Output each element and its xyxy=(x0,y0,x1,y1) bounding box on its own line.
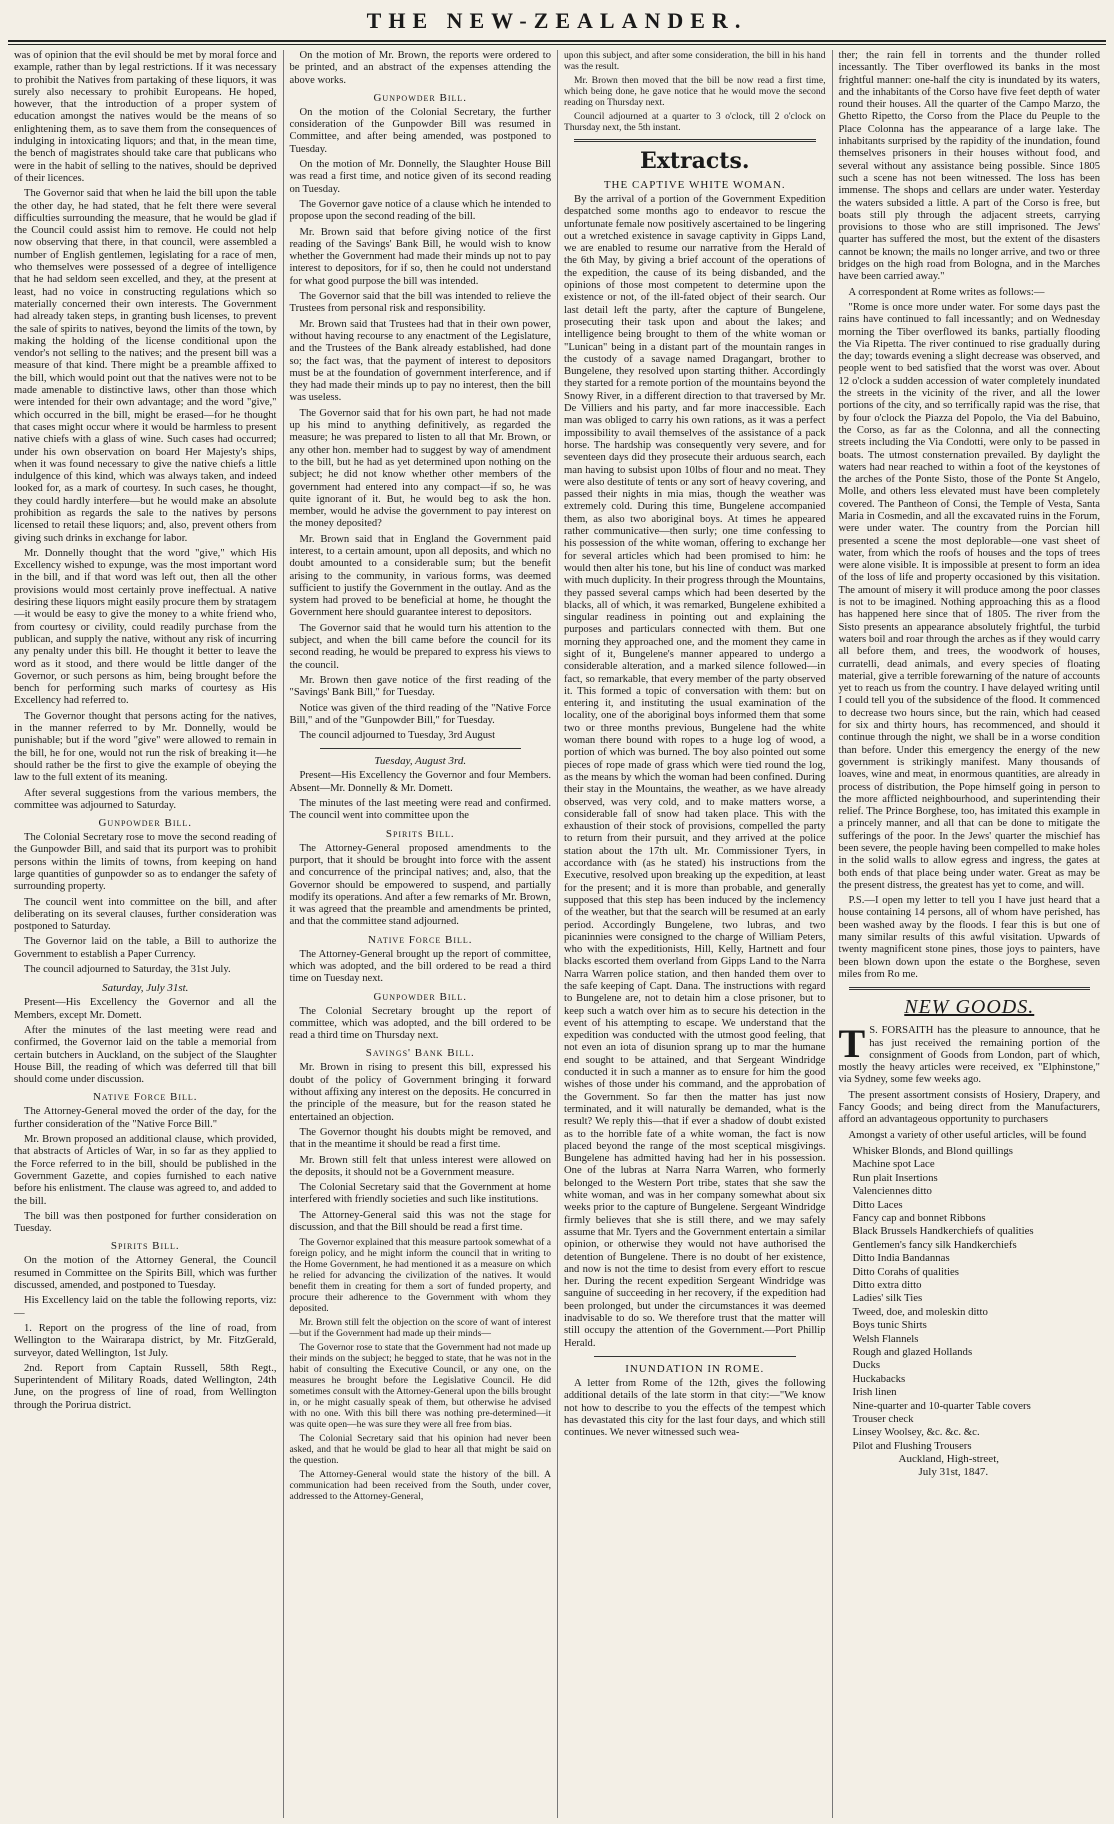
paragraph: Council adjourned at a quarter to 3 o'clock, till 2 o'clock on Thursday next, the 5th instant. xyxy=(564,111,826,133)
goods-item: Huckabacks xyxy=(852,1372,906,1385)
paragraph: The Governor thought his doubts might be removed, and that in the meantime it should be read a first time. xyxy=(289,1126,551,1151)
goods-item: Boys tunic Shirts xyxy=(852,1319,927,1332)
paragraph: The council adjourned to Saturday, the 31st July. xyxy=(24,964,231,976)
section-heading: Spirits Bill. xyxy=(385,827,455,840)
divider xyxy=(849,987,1091,990)
section-heading: Savings' Bank Bill. xyxy=(365,1047,475,1060)
section-heading: Native Force Bill. xyxy=(367,933,473,946)
goods-item: Welsh Flannels xyxy=(852,1332,919,1345)
goods-item: Ladies' silk Ties xyxy=(852,1292,923,1305)
paragraph: The Governor thought that persons acting for the natives, in the manner referred to by Mr. Donnelly, would be punishable; but if the word "give" were allowed to remain in the bill, he for one, would not run the risk of breaking it—he should rather be the first to give the example of obeying the law to the full extent of its meaning. xyxy=(14,710,277,784)
paragraph: Notice was given of the third reading of the "Native Force Bill," and of the "Gunpowder Bill," for Tuesday. xyxy=(289,702,551,726)
paragraph: was of opinion that the evil should be met by moral force and example, rather than by legal restrictions. If it was necessary to prohibit the Natives from partaking of these liquors, it was surely also necessary to prohibit Europeans. He hoped, however, that the introduction of a proper system of education amongst the natives would be the means of so enlightening them, as to save them from the consequences of indulging in intoxicating liquors; and that, in the mean time, the bench of magistrates should take care that publicans who were in the habit of selling to the natives, should be deprived of their licences. xyxy=(14,50,277,184)
goods-item: Ducks xyxy=(852,1359,881,1372)
paragraph: The bill was then postponed for further consideration on Tuesday. xyxy=(14,1210,277,1235)
paragraph: The Attorney-General would state the history of the bill. A communication had been received from the South, under cover, addressed to the Attorney-General, xyxy=(289,1469,551,1503)
paragraph: The Attorney-General said this was not the stage for discussion, and that the Bill should be read a first time. xyxy=(289,1209,551,1234)
paragraph: The Governor explained that this measure partook somewhat of a foreign policy, and he might inform the council that in writing to the Home Government, he had mentioned it as a measure on which he relied for advancing the civilization of the natives. It would benefit them in creating for them a sort of funded property, and procure their adherence to the Government with whom they deposited. xyxy=(289,1237,551,1315)
goods-item: Ditto Corahs of qualities xyxy=(852,1265,959,1278)
paragraph: The council went into committee on the bill, and after deliberating on its several clauses, further consideration was postponed to Saturday. xyxy=(14,896,277,933)
goods-item: Nine-quarter and 10-quarter Table covers xyxy=(852,1399,1031,1412)
divider xyxy=(574,139,816,142)
goods-item: Ditto India Bandannas xyxy=(852,1252,950,1265)
advertisement-title: NEW GOODS. xyxy=(904,996,1035,1019)
paragraph: Mr. Brown in rising to present this bill, expressed his doubt of the policy of Government bringing it forward without affixing any interest on the deposits. He concurred in the principle of the measure, but for the reason stated he entertained an objection. xyxy=(289,1062,551,1123)
paragraph: The Colonial Secretary brought up the report of committee, which was adopted, and the bill ordered to be read a third time on Thursday next. xyxy=(289,1005,551,1042)
goods-item: Gentlemen's fancy silk Handkerchiefs xyxy=(852,1238,1017,1251)
goods-item: Machine spot Lace xyxy=(852,1158,935,1171)
section-heading: Gunpowder Bill. xyxy=(98,817,193,830)
divider xyxy=(320,748,522,749)
masthead-title: THE NEW-ZEALANDER. xyxy=(366,8,748,33)
paragraph: Mr. Brown still felt that unless interest were allowed on the deposits, it should not be a Government measure. xyxy=(289,1154,551,1178)
divider xyxy=(594,1356,796,1357)
paragraph: The Colonial Secretary rose to move the second reading of the Gunpowder Bill, and said that its purport was to prohibit persons within the limits of towns, from keeping on hand large quantities of gunpowder so as to endanger the safety of surrounding property. xyxy=(14,832,277,893)
goods-item: Run plait Insertions xyxy=(852,1171,938,1184)
paragraph: Mr. Brown proposed an additional clause, which provided, that abstracts of Articles of War, in so far as they applied to the Force referred to in the bill, should be published in the Government Gazette, and copies furnished to each native before his enlistment. The clause was agreed to, and added to the bill. xyxy=(14,1134,277,1207)
paragraph: P.S.—I open my letter to tell you I have just heard that a house containing 14 persons, all of whom have perished, has been washed away by the floods. I fear this is but one of many similar results of this awful visitation. Upwards of twenty magnificent stone pines, those joys to painters, have been blown down upon the estate o the Borghese, seven miles from Ro me. xyxy=(838,895,1100,980)
report-item: 1. Report on the progress of the line of road, from Wellington to the Wairarapa district, by Mr. FitzGerald, surveyor, dated Wellington, 1st July. xyxy=(14,1322,277,1359)
paragraph: The Colonial Secretary said that his opinion had never been asked, and that he would be glad to hear all that might be said on the question. xyxy=(289,1433,551,1467)
goods-item: Fancy cap and bonnet Ribbons xyxy=(852,1211,986,1224)
paragraph: The Governor laid on the table, a Bill to authorize the Government to establish a Paper Currency. xyxy=(14,936,277,960)
goods-item: Ditto extra ditto xyxy=(852,1279,922,1291)
paragraph: Mr. Brown still felt the objection on the score of want of interest—but if the Government had made up their minds— xyxy=(289,1317,551,1340)
section-heading: Gunpowder Bill. xyxy=(373,990,468,1003)
goods-item: Linsey Woolsey, &c. &c. &c. xyxy=(852,1426,980,1439)
paragraph: The Governor rose to state that the Government had not made up their minds on the subject; he begged to state, that he was not in the habit of consulting the Executive Council, or any one, on the measures he brought before the Legislative Council. He did sometimes consult with the Attorney-General upon the bills brought in, or he might casually speak of them, but otherwise he advised with no one. With this bill there was nothing pre-determined—it was quite open—he was sure they were all free from bias. xyxy=(289,1342,551,1431)
dateline: Saturday, July 31st. xyxy=(102,982,189,995)
column-3 xyxy=(557,50,832,1818)
report-item: 2nd. Report from Captain Russell, 58th Regt., Superintendent of Military Roads, dated Wellington, 24th June, on the progress of line of road, from Wellington through the Porirua district. xyxy=(14,1362,277,1411)
column-2 xyxy=(283,50,558,1818)
paragraph: upon this subject, and after some consideration, the bill in his hand was the result. xyxy=(564,50,826,72)
paragraph: ther; the rain fell in torrents and the thunder rolled incessantly. The Tiber overflowed its banks in the most frightful manner: one-half the city is inundated by its waters, and the inhabitants of the Corso have five feet depth of water round their houses. All the quarter of the Campo Marzo, the Ghetto Ripetto, the Corso from the Place du Peuple to the Place Colonna has the appearance of a large lake. The inhabitants surprised by the rapidity of the inundation, found themselves prisoners in their houses without food, and several without any assistance being possible. Since 1805 such a scene has not been witnessed. The loss has been immense. The shops and cellars are under water. Yesterday the waters subsided a little. A part of the Corso is free, but boats still ply through the adjacent streets, carrying provisions to those who are still imprisoned. The Jews' quarter has suffered the most, but the extent of the disasters cannot be known; the mails no longer arrive, and two or three bridges on the high road from Bologna, and in the Marches have been carried away." xyxy=(838,50,1100,283)
goods-item: Pilot and Flushing Trousers xyxy=(852,1439,972,1452)
paragraph: On the motion of the Attorney General, the Council resumed in Committee on the Spirits Bill, which was further discussed, amended, and postponed to Tuesday. xyxy=(14,1255,277,1292)
paragraph: The Governor gave notice of a clause which he intended to propose upon the second reading of the bill. xyxy=(289,198,551,223)
paragraph: After several suggestions from the various members, the committee was adjourned to Saturday. xyxy=(14,787,277,811)
paragraph: On the motion of the Colonial Secretary, the further consideration of the Gunpowder Bill was resumed in Committee, and after being amended, was postponed to Tuesday. xyxy=(289,106,551,155)
advertisement-intro xyxy=(838,1021,1101,1086)
article-body: A letter from Rome of the 12th, gives the following additional details of the late storm in that city:—"We know not how to describe to you the effects of the tempest which has devastated this city for the last four days, and which still continues. We never witnessed such wea- xyxy=(564,1377,826,1439)
paragraph: The minutes of the last meeting were read and confirmed. The council went into committee upon the xyxy=(289,798,551,822)
article-title: INUNDATION IN ROME. xyxy=(625,1362,765,1375)
section-title-extracts: Extracts. xyxy=(640,148,750,174)
paragraph: Present—His Excellency the Governor and four Members. Absent—Mr. Donnelly & Mr. Domett. xyxy=(289,770,551,794)
section-heading: Native Force Bill. xyxy=(92,1091,198,1104)
paragraph: Mr. Brown said that Trustees had that in their own power, without having recourse to any enactment of the Legislature, and the Trustees of the Bank already established, had done so; the fact was, that the payment of interest to depositors must be at the foundation of government interference, and if they had made their minds up to pay no interest, then the bill was useless. xyxy=(289,318,551,404)
article-title: THE CAPTIVE WHITE WOMAN. xyxy=(603,179,786,191)
paragraph: The Governor said that for his own part, he had not made up his mind to anything definitively, as regarded the measure; he was prepared to listen to all that Mr. Brown, or any other hon. member had to suggest by way of amendment to the bill, but he had as yet determined upon nothing on the subject; he did not know whether other members of the government had entered into any compact—if so, he was quite ignorant of it. But, he would beg to ask the hon. member, would he advise the government to pay interest on the money deposited? xyxy=(289,407,551,530)
paragraph: Present—His Excellency the Governor and all the Members, except Mr. Domett. xyxy=(14,997,277,1021)
column-1 xyxy=(8,50,283,1818)
paragraph: Mr. Brown then moved that the bill be now read a first time, which being done, he gave notice that he would move the second reading on Thursday next. xyxy=(564,75,826,108)
paragraph: The present assortment consists of Hosiery, Drapery, and Fancy Goods; and being direct from the Manufacturers, afford an advantageous opportunity to purchasers xyxy=(838,1089,1100,1126)
drop-cap: T xyxy=(838,1021,866,1067)
paragraph: A correspondent at Rome writes as follows:— xyxy=(848,286,1045,298)
dateline: Tuesday, August 3rd. xyxy=(374,755,467,768)
paragraph: The council adjourned to Tuesday, 3rd August xyxy=(299,730,496,742)
goods-item: Irish linen xyxy=(852,1386,897,1399)
paragraph: On the motion of Mr. Brown, the reports were ordered to be printed, and an abstract of the expenses attending the above works. xyxy=(289,50,551,86)
paragraph: Amongst a variety of other useful articles, will be found xyxy=(848,1129,1087,1141)
goods-list xyxy=(839,1145,1101,1453)
paragraph: The Attorney-General moved the order of the day, for the further consideration of the "Native Force Bill." xyxy=(14,1106,277,1130)
advertisement-date: July 31st, 1847. xyxy=(918,1466,989,1479)
column-4 xyxy=(832,50,1107,1818)
columns xyxy=(8,50,1106,1818)
advertisement-address: Auckland, High-street, xyxy=(898,1453,999,1466)
paragraph: "Rome is once more under water. For some days past the rains have continued to fall incessantly; and on Wednesday morning the Tiber overflowed its banks, partially flooding the Via Ripetta. The river continued to rise gradually during the day; towards evening a slight decrease was observed, and people went to bed satisfied that the worst was over. About 12 o'clock a sudden accession of water completely inundated the streets in the vicinity of the river, and all the lower portions of the city, and so terrifically rapid was the rise, that by four o'clock the Piazza del Popolo, the Via del Babuino, the Corso, as far as the Colonna, and all the connecting streets including the Via Condotti, were only to be passed in boats. The utmost consternation prevailed. By daylight the waters had near reached to within a foot of the keystones of the arches of the Ponte Sisto, those of the Ponte St Angelo, Molle, and others less elevated must have been completely covered. The Pantheon of Consi, the Temple of Vesta, Santa Maria in Cosmedin, and all the excavated ruins in the Forum, were under water. The country from the Porcian hill presented a scene the most deplorable—one vast sheet of water, from which the roofs of houses and the tops of trees were alone visible. It is impossible at present to form an idea of the loss of life and property occasioned by this visitation. The amount of misery it will produce among the poor classes is not to be imagined. Nothing approaching this as a flood has happened here since that of 1805. The river from the Sisto presents an appearance absolutely frightful, the turbid waters boil and roar through the arches as if they would carry all before them, and trees, the woodwork of houses, curratelli, dead animals, and every species of floating material, give a terrible forewarning of the nature of accounts yet to reach us from the country. I have delayed writing until I could tell you of the subsidence of the flood. It commenced to decrease two hours since, but the rain, which had ceased for six and thirty hours, has recommenced, and should it continue through the night, we shall be in a worse condition than before. Under this emergency the energy of the new government is strikingly manifest. Many thousands of loaves, wine and meat, in enormous quantities, are already in process of distribution, the Pope himself going in person to the more afflicted neighbourhood, and superintending their relief. The Prince Borghese, too, has imitated this example in a princely manner, and all that can be done to mitigate the sufferings of the poor. In the Jews' quarter the mischief has been severe, the people having been compelled to make holes in the solid walls to allow egress and ingress, the gates at both ends of that place being under water. Great as may be the present distress, the greatest has yet to come, and will. xyxy=(838,301,1100,891)
paragraph: Mr. Brown said that in England the Government paid interest, to a certain amount, upon all deposits, and which no doubt amounted to a considerable sum; but the benefit arising to the community, in various forms, was deemed sufficient to justify the Government in the outlay. And as the system had proved to be beneficial at home, he thought the Government here should guarantee interest to depositors. xyxy=(289,533,551,619)
goods-item: Valenciennes ditto xyxy=(852,1185,932,1198)
masthead xyxy=(0,4,1114,40)
advertisement-intro-text: S. FORSAITH has the pleasure to announce, that he has just received the remaining portion of the consignment of Goods from London, part of which, mostly the heavy articles were received, ex "Elphinstone," via Sydney, some few weeks ago. xyxy=(838,1025,1100,1086)
paragraph: Mr. Donnelly thought that the word "give," which His Excellency wished to expunge, was the most important word in the bill, and if that word was left out, then all the other provisions would most certainly prove ineffectual. A native desiring these liquors might easily procure them by stratagem—it would be easy to give the money to a white friend who, from courtesy or civility, could readily purchase from the publican, and supply the native, without any risk of incurring any penalty under this bill. He thought it better to leave the word as it stood, and there would be little danger of the Governor, or such persons as him, being brought before the bench for performing such marks of courtesy as His Excellency had referred to. xyxy=(14,547,277,707)
paragraph: Mr. Brown said that before giving notice of the first reading of the Savings' Bank Bill, he would wish to know whether the Government had made their minds up not to pay interest to depositors, for if so, then he could not understand for what good purpose the bill was intended. xyxy=(289,226,551,287)
article-body: By the arrival of a portion of the Government Expedition despatched some months ago to endeavor to rescue the unfortunate female now positively ascertained to be lingering out a wretched existence in savage captivity in Gipps Land, we are enabled to resume our narrative from the Herald of the 6th May, by giving a brief account of the operations of the expedition, the cause of its being disbanded, and the opinions of those most competent to determine upon the existence or not, of the ill-fated object of their search. Our last detail left the party, after the capture of Bungelene, prosecuting their task upon and about the lakes; and intelligence being brought to them of the white woman or "Lunican" being in a distant part of the mountain ranges in the custody of a savage named Dragangart, brother to Bungelene, they resolved upon starting thither. Accordingly they started for a remote portion of the mountains beyond the Snowy River, in a different direction to that traversed by Mr. De Villiers and his party, and far more inaccessible. Each man was obliged to carry his own rations, as it was a perfect impossibility to avail themselves of the assistance of a pack horse. The hardship was consequently very severe, and for seventeen days did they prosecute their arduous search, each man having to subsist upon 10lbs of flour and no meat. They were also destitute of tents or any sort of heavy covering, and passed their nights in mia mias, though the weather was extremely cold. During this time, Bungelene accompanied them, as also two aboriginal boys. At times he appeared rather communicative—then surly; one time confessing to his possession of the white woman, offering to exchange her for several articles which had been promised to him: he would then alter his tone, but his line of conduct was marked with much duplicity. In their progress through the Mountains, they passed several camps which had been deserted by the blacks, all of which, it was remarked, Bungelene exhibited a singular readiness in pointing out and explaining the purposes and particulars connected with them. But one morning they approached one, and the moment they came in sight of it, Bungelene's manner appeared to undergo a considerable alteration, and a marked silence followed—in fact, so remarkable, that every member of the party observed it. This formed a topic of conversation with them: but on entering it, and instituting the usual examination of the locality, one of the aboriginal boys informed them that some two or three months previous, Bungelene had the white woman there bound with ropes to a huge log of wood, a portion of which was burned. The boy also pointed out some pieces of rope made of grass which were tied round the log, as the means by which the woman had been confined. During their stay in the Mountains, the weather, as we have already observed, was very cold, and to make matters worse, a considerable fall of snow had taken place. This with the exhaustion of their stock of provisions, compelled the party to return from their pursuit, and they arrived at the police station about the 17th ult. Mr. Commissioner Tyers, in accordance with (as he stated) his instructions from the Executive, resolved upon breaking up the expedition, at least for the present; and it is more than probable, and generally supposed that this step has been induced by the inclemency of the weather, but that the search will be resumed at an early period. Accordingly Bungelene, two lubras, and two picaninnies were consigned to the charge of William Peters, who with the expeditionists, Hill, Kelly, Hartnett and four blacks escorted them overland from Gipps Land to the Narra Narra Warren police station, and then handed them over to the safe keeping of Capt. Dana. The instructions with regard to Bungelene are, not to detain him a close prisoner, but to keep such a watch over him as to secure his detection in the event of his attempting to escape. We understand that the expedition was conducted with the utmost good feeling, that not even an iota of disunion sprang up to mar the humane end sought to be attained, and that Sergeant Windridge conducted it in such a manner as to ensure for him the good wishes of those under his command, and the approbation of the Government. So far then the matter has just now terminated, and it will naturally be demanded, what is the result? We reply this—that if ever a shadow of doubt existed as to the horrible fate of a white woman, the fact is now placed beyond the range of the most sceptical misgivings. Bungelene has admitted having had her in his possession. One of the lubras at Narra Narra Warren, who formerly belonged to the Western Port tribe, states that she saw the white woman, and was in her company somewhat about six weeks prior to the capture of Bungelene. Sergeant Windridge firmly believes that she is still there, and we may safely assume that Mr. Tyers and the Government entertain a similar opinion, or otherwise they would not have authorised the detention of Bungelene. There is no doubt of her existence, and now is not the time to desist from every effort to rescue her. During the recent expedition Sergeant Windridge was sanguine of succeeding in her recovery, if the expedition had been prolonged, but under the circumstances it was deemed inadvisable to do so. We therefore trust that the matter will still occupy the attention of the Government.—Port Phillip Herald. xyxy=(564,194,826,1349)
goods-item: Trouser check xyxy=(852,1413,914,1426)
masthead-rule-thin xyxy=(8,44,1106,45)
paragraph: The Governor said that he would turn his attention to the subject, and when the bill came before the council for its second reading, he would be prepared to express his views to the council. xyxy=(289,622,551,671)
paragraph: The Colonial Secretary said that the Government at home interfered with friendly societies and such like institutions. xyxy=(289,1182,551,1206)
masthead-rule xyxy=(8,40,1106,42)
section-heading: Gunpowder Bill. xyxy=(373,91,468,104)
goods-item: Whisker Blonds, and Blond quillings xyxy=(852,1144,1013,1157)
paragraph: His Excellency laid on the table the following reports, viz:— xyxy=(14,1295,277,1319)
paragraph: The Governor said that when he laid the bill upon the table the other day, he had stated, that he felt there were several difficulties surrounding the measure, that he would be glad if the Council could assist him to remove. He could not help now observing that there, in that council, were assembled a number of English gentlemen, legislating for a race of men, who themselves were possessed of a degree of intelligence that he had seldom seen excelled, and they, at the present at least, had no voice in constructing regulations which so materially concerned their own interests. The Government had already taken steps, in granting bush licenses, to prevent the sale of spirits to natives, beyond the limits of the town, by making the holding of the license conditional upon the vendor's not selling to the natives; and the present bill was a measure of that kind. There might be a preamble affixed to the bill, which would point out that the natives were not to be made amenable to distinctive laws, other than those which were intended for their own advantage; and the word "give," which occurred in the bill, might be erased—for he thought that cases might occur where it would be harmless to present native chiefs with a glass of wine. Such cases had occurred; under his own observation on board Her Majesty's ships, when it was found necessary to give the native chiefs a little indulgence of this kind, which was always taken, and indeed looked for, as a mark of courtesy. In such cases, he thought, they could hardly interfere—but he would make an absolute prohibition as regards the sale to the natives by persons licensed to retail these liquors; and, also, prevent others from giving such drinks in exchange for labor. xyxy=(14,188,277,544)
goods-item: Black Brussels Handkerchiefs of qualities xyxy=(852,1225,1034,1238)
section-heading: Spirits Bill. xyxy=(110,1240,180,1253)
paragraph: After the minutes of the last meeting were read and confirmed, the Governor laid on the table a memorial from certain butchers in Auckland, on the subject of the Slaughter House Bill, the reading of which was deferred till that bill should come under discussion. xyxy=(14,1024,277,1086)
goods-item: Ditto Laces xyxy=(852,1198,903,1211)
goods-item: Tweed, doe, and moleskin ditto xyxy=(852,1305,988,1318)
paragraph: The Attorney-General brought up the report of committee, which was adopted, and the bill ordered to be read a third time on Tuesday next. xyxy=(289,948,551,985)
goods-item: Rough and glazed Hollands xyxy=(852,1346,973,1359)
paragraph: On the motion of Mr. Donnelly, the Slaughter House Bill was read a first time, and notice given of its second reading on Tuesday. xyxy=(289,159,551,195)
paragraph: The Attorney-General proposed amendments to the purport, that it should be brought into force with the assent and concurrence of the principal natives; and, also, that the Governor should be empowered to suspend, and partially modify its operations. And after a few remarks of Mr. Brown, it was agreed that the preamble and amendments be printed, and that the committee stand adjourned. xyxy=(289,842,551,928)
paragraph: The Governor said that the bill was intended to relieve the Trustees from personal risk and responsibility. xyxy=(289,291,551,315)
paragraph: Mr. Brown then gave notice of the first reading of the "Savings' Bank Bill," for Tuesday. xyxy=(289,674,551,699)
